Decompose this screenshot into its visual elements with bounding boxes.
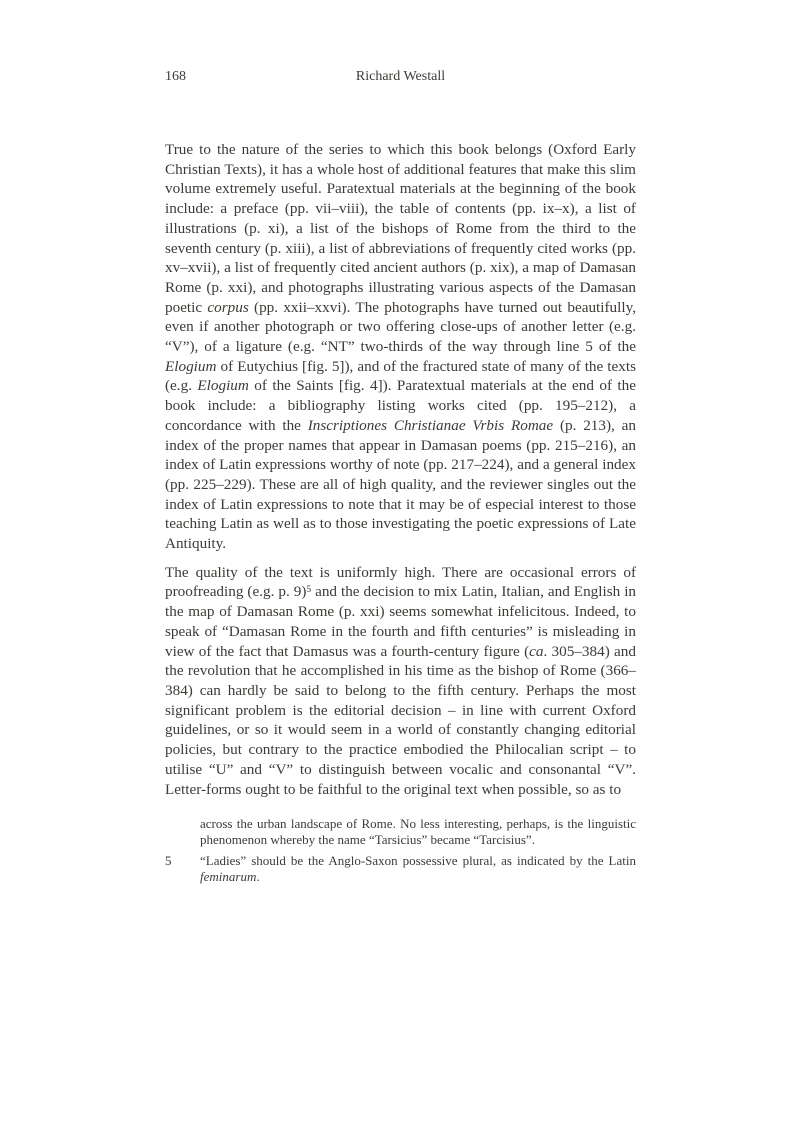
footnote-number: 5 xyxy=(165,853,172,869)
body-paragraph: The quality of the text is uniformly high. There are occasional errors of proofreading (e.g. p. 9)$^5$ and the decision to mix Latin, Italian, and English in the map of Damasan Rome (p. xxi) seems somewhat infelicitous. Indeed, to speak of “Damasan Rome in the fourth and fifth centuries” is misleading in view of the fact that Damasus was a fourth-century figure (ca. 305–384) and the revolution that he accomplished in his time as the bishop of Rome (366–384) can hardly be said to belong to the fifth century. Perhaps the most significant problem is the editorial decision – in line with current Oxford guidelines, or so it would seem in a world of constantly changing editorial policies, but contrary to the practice embodied the Philocalian script – to utilise “U” and “V” to distinguish between vocalic and consonantal “V”. Letter-forms ought to be faithful to the original text when possible, so as to xyxy=(165,563,637,798)
footnote-text: “Ladies” should be the Anglo-Saxon possessive plural, as indicated by the Latin feminarum. xyxy=(200,853,636,884)
footnote-continuation xyxy=(165,816,636,847)
page-number: 168 xyxy=(165,69,186,84)
running-title: Richard Westall xyxy=(355,69,446,84)
page-header xyxy=(165,69,636,85)
footnotes xyxy=(165,816,636,884)
footnote-item xyxy=(165,853,636,884)
review-body xyxy=(165,140,636,799)
body-paragraph: True to the nature of the series to which this book belongs (Oxford Early Christian Texts), it has a whole host of additional features that make this slim volume extremely useful. Paratextual materials at the beginning of the book include: a preface (pp. vii–viii), the table of contents (pp. ix–x), a list of illustrations (p. xi), a list of the bishops of Rome from the third to the seventh century (p. xiii), a list of abbreviations of frequently cited works (pp. xv–xvii), a list of frequently cited ancient authors (p. xix), a map of Damasan Rome (p. xxi), and photographs illustrating various aspects of the Damasan poetic corpus (pp. xxii–xxvi). The photographs have turned out beautifully, even if another photograph or two offering close-ups of another letter (e.g. “V”), of a ligature (e.g. “NT” two-thirds of the way through line 5 of the Elogium of Eutychius [fig. 5]), and of the fractured state of many of the texts (e.g. Elogium of the Saints [fig. 4]). Paratextual materials at the end of the book include: a bibliography listing works cited (pp. 195–212), a concordance with the Inscriptiones Christianae Vrbis Romae (p. 213), an index of the proper names that appear in Damasan poems (pp. 215–216), an index of Latin expressions worthy of note (pp. 217–224), and a general index (pp. 225–229). These are all of high quality, and the reviewer singles out the index of Latin expressions to note that it may be of especial interest to those teaching Latin as well as to those investigating the poetic expressions of Late Antiquity. xyxy=(165,141,636,553)
footnote-text: across the urban landscape of Rome. No less interesting, perhaps, is the linguistic phenomenon whereby the name “Tarsicius” became “Tarcisius”. xyxy=(200,816,636,847)
